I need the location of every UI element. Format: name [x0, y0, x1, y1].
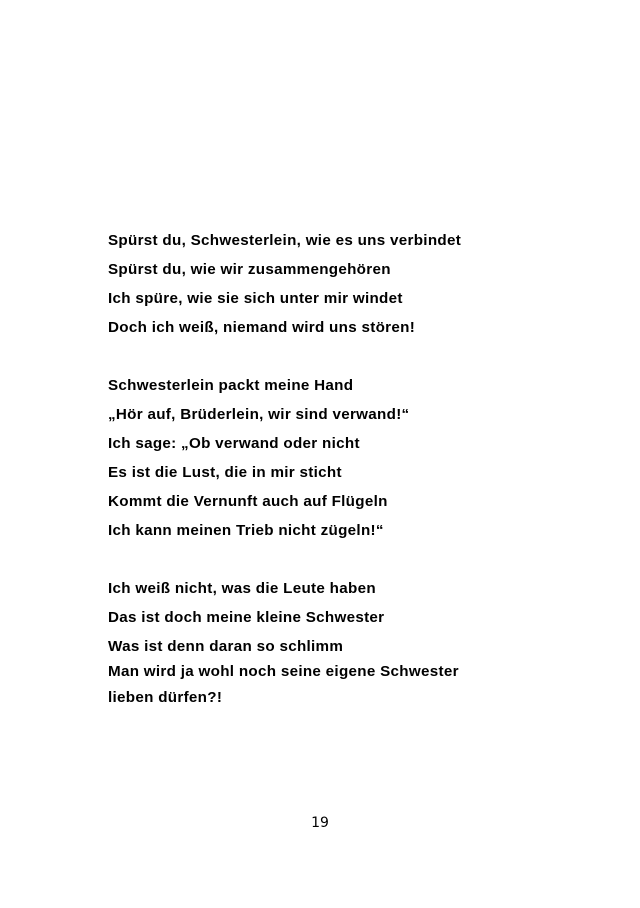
poem-line: Doch ich weiß, niemand wird uns stören! — [108, 319, 416, 336]
poem — [108, 226, 588, 741]
poem-line: Kommt die Vernunft auch auf Flügeln — [108, 493, 388, 510]
poem-line: Spürst du, Schwesterlein, wie es uns verbindet — [108, 232, 462, 249]
poem-line: Schwesterlein packt meine Hand — [108, 377, 354, 394]
poem-line: Es ist die Lust, die in mir sticht — [108, 464, 342, 481]
poem-line: Man wird ja wohl noch seine eigene Schwester — [108, 663, 459, 680]
poem-line: „Hör auf, Brüderlein, wir sind verwand!“ — [108, 406, 410, 423]
poem-line: Ich spüre, wie sie sich unter mir windet — [108, 290, 403, 307]
poem-line: Ich sage: „Ob verwand oder nicht — [108, 435, 360, 452]
poem-line: Ich weiß nicht, was die Leute haben — [108, 580, 376, 597]
page-number: 19 — [311, 815, 329, 831]
poem-line: Was ist denn daran so schlimm — [108, 638, 344, 655]
poem-line: Ich kann meinen Trieb nicht zügeln!“ — [108, 522, 384, 539]
poem-line: Das ist doch meine kleine Schwester — [108, 609, 385, 626]
stanza-3 — [108, 574, 588, 712]
stanza-2 — [108, 371, 588, 545]
poem-line: lieben dürfen?! — [108, 689, 223, 706]
stanza-1 — [108, 226, 588, 342]
poem-line: Spürst du, wie wir zusammengehören — [108, 261, 391, 278]
